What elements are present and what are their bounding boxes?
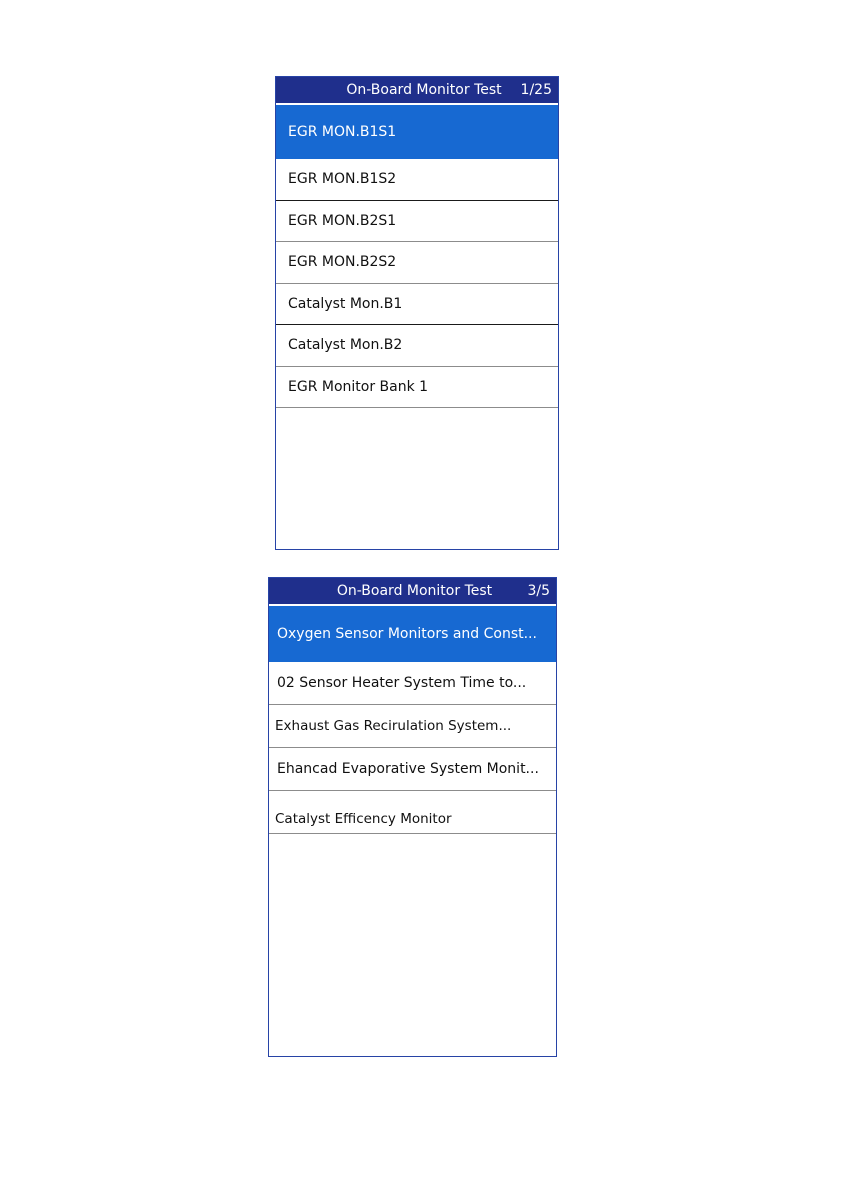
list-item-egr-mon-b2s2[interactable] [276,242,558,284]
monitor-list [269,606,556,834]
list-item-label: Exhaust Gas Recirulation System... [275,718,512,734]
list-item-egr-monitor-bank-1[interactable] [276,367,558,409]
list-item-catalyst-efficiency[interactable] [269,791,556,834]
list-item-o2-sensor-heater[interactable] [269,662,556,705]
list-item-evaporative-system[interactable] [269,748,556,791]
list-item-catalyst-mon-b1[interactable] [276,284,558,326]
monitor-test-screen-1 [275,76,559,550]
list-item-label: 02 Sensor Heater System Time to... [277,675,527,691]
list-item-label: Catalyst Mon.B2 [288,337,403,353]
list-item-egr-mon-b1s2[interactable] [276,159,558,201]
list-item-label: Catalyst Efficency Monitor [275,811,452,827]
list-item-label: EGR Monitor Bank 1 [288,378,429,395]
list-item-label: Catalyst Mon.B1 [288,295,403,312]
monitor-list [276,105,558,408]
monitor-test-screen-2 [268,577,557,1057]
title-bar [276,77,558,105]
page-title: On-Board Monitor Test [346,82,502,98]
list-item-label: EGR MON.B1S1 [288,124,397,140]
list-item-label: EGR MON.B1S2 [288,171,397,187]
list-item-oxygen-sensor-monitors[interactable] [269,606,556,662]
list-item-label: EGR MON.B2S2 [288,254,397,270]
list-item-catalyst-mon-b2[interactable] [276,325,558,367]
list-item-egr-mon-b2s1[interactable] [276,201,558,243]
title-bar [269,578,556,606]
page-title: On-Board Monitor Test [336,583,493,599]
list-item-exhaust-gas-recirculation[interactable] [269,705,556,748]
list-item-label: EGR MON.B2S1 [288,212,397,229]
list-item-label: Oxygen Sensor Monitors and Const... [277,626,537,642]
page-counter: 1/25 [520,82,552,98]
list-item-label: Ehancad Evaporative System Monit... [277,761,539,777]
list-item-egr-mon-b1s1[interactable] [276,105,558,159]
page-counter: 3/5 [527,583,550,599]
